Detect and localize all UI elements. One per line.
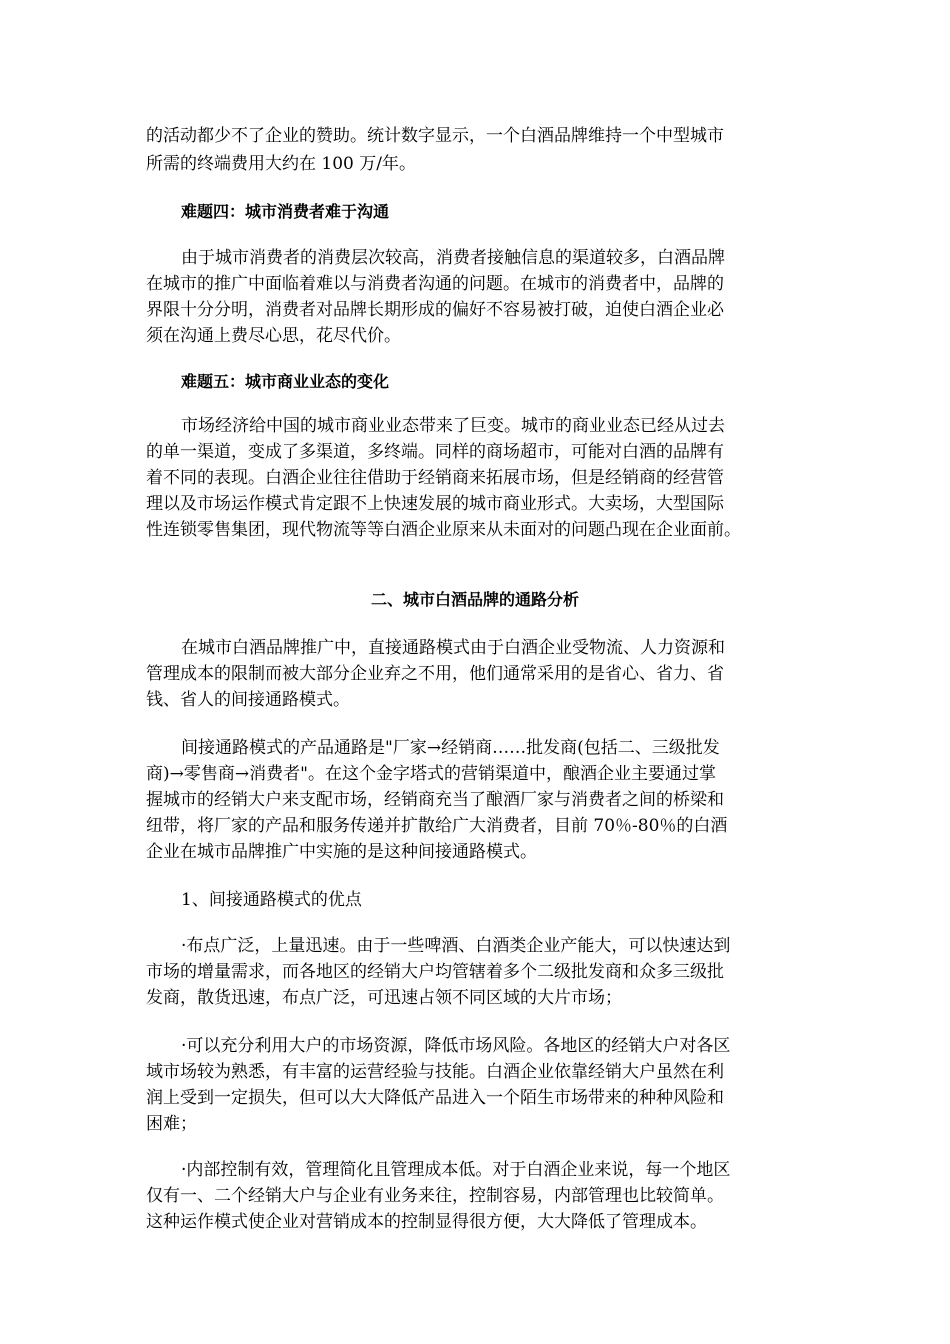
paragraph-line: 市场经济给中国的城市商业业态带来了巨变。城市的商业业态已经从过去	[181, 416, 725, 436]
paragraph-line: 握城市的经销大户来支配市场，经销商充当了酿酒厂家与消费者之间的桥梁和	[146, 790, 724, 810]
paragraph-line: ·可以充分利用大户的市场资源，降低市场风险。各地区的经销大户对各区	[181, 1036, 731, 1056]
paragraph-line: ·内部控制有效，管理简化且管理成本低。对于白酒企业来说，每一个地区	[181, 1160, 731, 1180]
paragraph-line: 在城市白酒品牌推广中，直接通路模式由于白酒企业受物流、人力资源和	[181, 638, 725, 658]
heading-difficulty-5: 难题五：城市商业业态的变化	[181, 372, 390, 391]
paragraph-line: 仅有一、二个经销大户与企业有业务来往，控制容易，内部管理也比较简单。	[146, 1186, 724, 1206]
paragraph-line: 钱、省人的间接通路模式。	[146, 690, 350, 710]
paragraph-line: 域市场较为熟悉，有丰富的运营经验与技能。白酒企业依靠经销大户虽然在利	[146, 1062, 724, 1082]
paragraph-line: 商)→零售商→消费者"。在这个金字塔式的营销渠道中，酿酒企业主要通过掌	[146, 764, 716, 784]
paragraph-line: 发商，散货迅速，布点广泛，可迅速占领不同区域的大片市场；	[146, 988, 622, 1008]
paragraph-line: 在城市的推广中面临着难以与消费者沟通的问题。在城市的消费者中，品牌的	[146, 274, 724, 294]
paragraph-line: 间接通路模式的产品通路是"厂家→经销商……批发商(包括二、三级批发	[181, 738, 720, 758]
paragraph-line: 润上受到一定损失，但可以大大降低产品进入一个陌生市场带来的种种风险和	[146, 1088, 724, 1108]
paragraph-line: 管理成本的限制而被大部分企业弃之不用，他们通常采用的是省心、省力、省	[146, 664, 724, 684]
paragraph-line: 市场的增量需求，而各地区的经销大户均管辖着多个二级批发商和众多三级批	[146, 962, 724, 982]
paragraph-line: 着不同的表现。白酒企业往往借助于经销商来拓展市场，但是经销商的经营管	[146, 468, 724, 488]
paragraph-line: 界限十分分明，消费者对品牌长期形成的偏好不容易被打破，迫使白酒企业必	[146, 300, 724, 320]
heading-difficulty-4: 难题四：城市消费者难于沟通	[181, 202, 390, 221]
paragraph-line: 困难；	[146, 1114, 197, 1134]
paragraph-line: 性连锁零售集团，现代物流等等白酒企业原来从未面对的问题凸现在企业面前。	[146, 520, 741, 540]
paragraph-line: 理以及市场运作模式肯定跟不上快速发展的城市商业形式。大卖场，大型国际	[146, 494, 724, 514]
paragraph-line: 的活动都少不了企业的赞助。统计数字显示，一个白酒品牌维持一个中型城市	[146, 126, 724, 146]
paragraph-line: 须在沟通上费尽心思，花尽代价。	[146, 326, 401, 346]
paragraph-line: 这种运作模式使企业对营销成本的控制显得很方便，大大降低了管理成本。	[146, 1212, 707, 1232]
section-title: 二、城市白酒品牌的通路分析	[370, 590, 579, 609]
paragraph-line: 纽带，将厂家的产品和服务传递并扩散给广大消费者，目前 70％-80％的白酒	[146, 816, 728, 836]
paragraph-line: 的单一渠道，变成了多渠道，多终端。同样的商场超市，可能对白酒的品牌有	[146, 442, 724, 462]
paragraph-line: 所需的终端费用大约在 100 万/年。	[146, 154, 416, 174]
paragraph-line: 企业在城市品牌推广中实施的是这种间接通路模式。	[146, 842, 537, 862]
subheading-advantages: 1、间接通路模式的优点	[181, 890, 362, 910]
paragraph-line: 由于城市消费者的消费层次较高，消费者接触信息的渠道较多，白酒品牌	[181, 248, 725, 268]
paragraph-line: ·布点广泛，上量迅速。由于一些啤酒、白酒类企业产能大，可以快速达到	[181, 936, 731, 956]
